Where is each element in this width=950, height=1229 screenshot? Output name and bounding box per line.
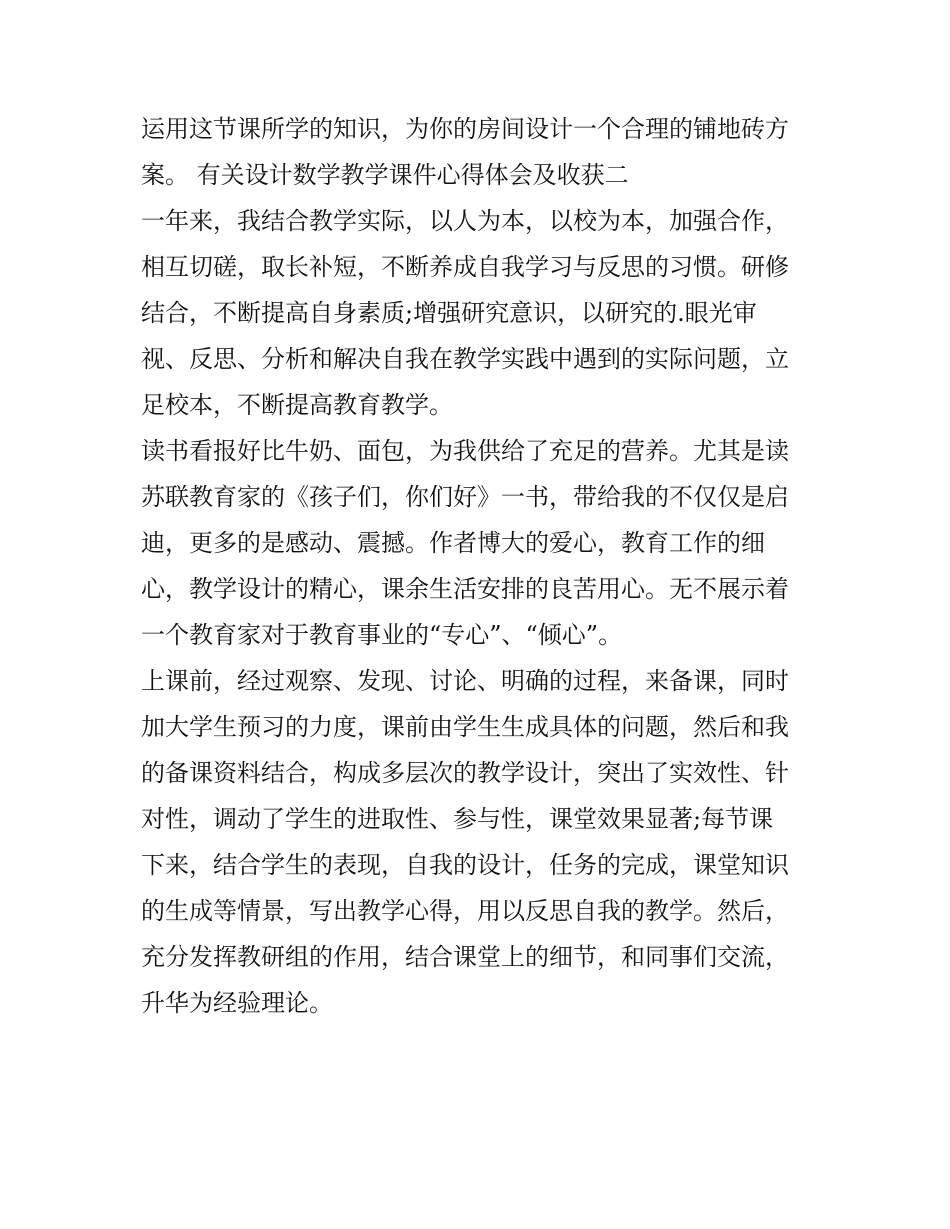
text-line: 相互切磋，取长补短，不断养成自我学习与反思的习惯。研修 [141,253,789,281]
text-line: 迪，更多的是感动、震撼。作者博大的爱心，教育工作的细 [141,529,765,557]
text-line: 的生成等情景，写出教学心得，用以反思自我的教学。然后， [141,897,789,925]
text-line: 对性，调动了学生的进取性、参与性，课堂效果显著;每节课 [141,805,774,833]
text-line: 苏联教育家的《孩子们，你们好》一书，带给我的不仅仅是启 [141,483,789,511]
text-line: 加大学生预习的力度，课前由学生生成具体的问题，然后和我 [141,713,789,741]
text-line: 案。 有关设计数学教学课件心得体会及收获二 [141,161,629,189]
text-line: 结合，不断提高自身素质;增强研究意识，以研究的.眼光审 [141,299,757,327]
text-line: 上课前，经过观察、发现、讨论、明确的过程，来备课，同时 [141,667,789,695]
text-line: 一年来，我结合教学实际，以人为本，以校为本，加强合作， [141,207,789,235]
text-line: 视、反思、分析和解决自我在教学实践中遇到的实际问题，立 [141,345,789,373]
text-line: 充分发挥教研组的作用，结合课堂上的细节，和同事们交流， [141,943,789,971]
text-line: 升华为经验理论。 [141,989,333,1017]
text-line: 下来，结合学生的表现，自我的设计，任务的完成，课堂知识 [141,851,789,879]
text-line: 足校本，不断提高教育教学。 [141,391,453,419]
document-body [141,106,821,1026]
text-line: 心，教学设计的精心，课余生活安排的良苦用心。无不展示着 [141,575,789,603]
text-line: 一个教育家对于教育事业的“专心”、“倾心”。 [141,621,623,649]
text-line: 运用这节课所学的知识，为你的房间设计一个合理的铺地砖方 [141,115,789,143]
text-line: 读书看报好比牛奶、面包，为我供给了充足的营养。尤其是读 [141,437,789,465]
text-line: 的备课资料结合，构成多层次的教学设计，突出了实效性、针 [141,759,789,787]
